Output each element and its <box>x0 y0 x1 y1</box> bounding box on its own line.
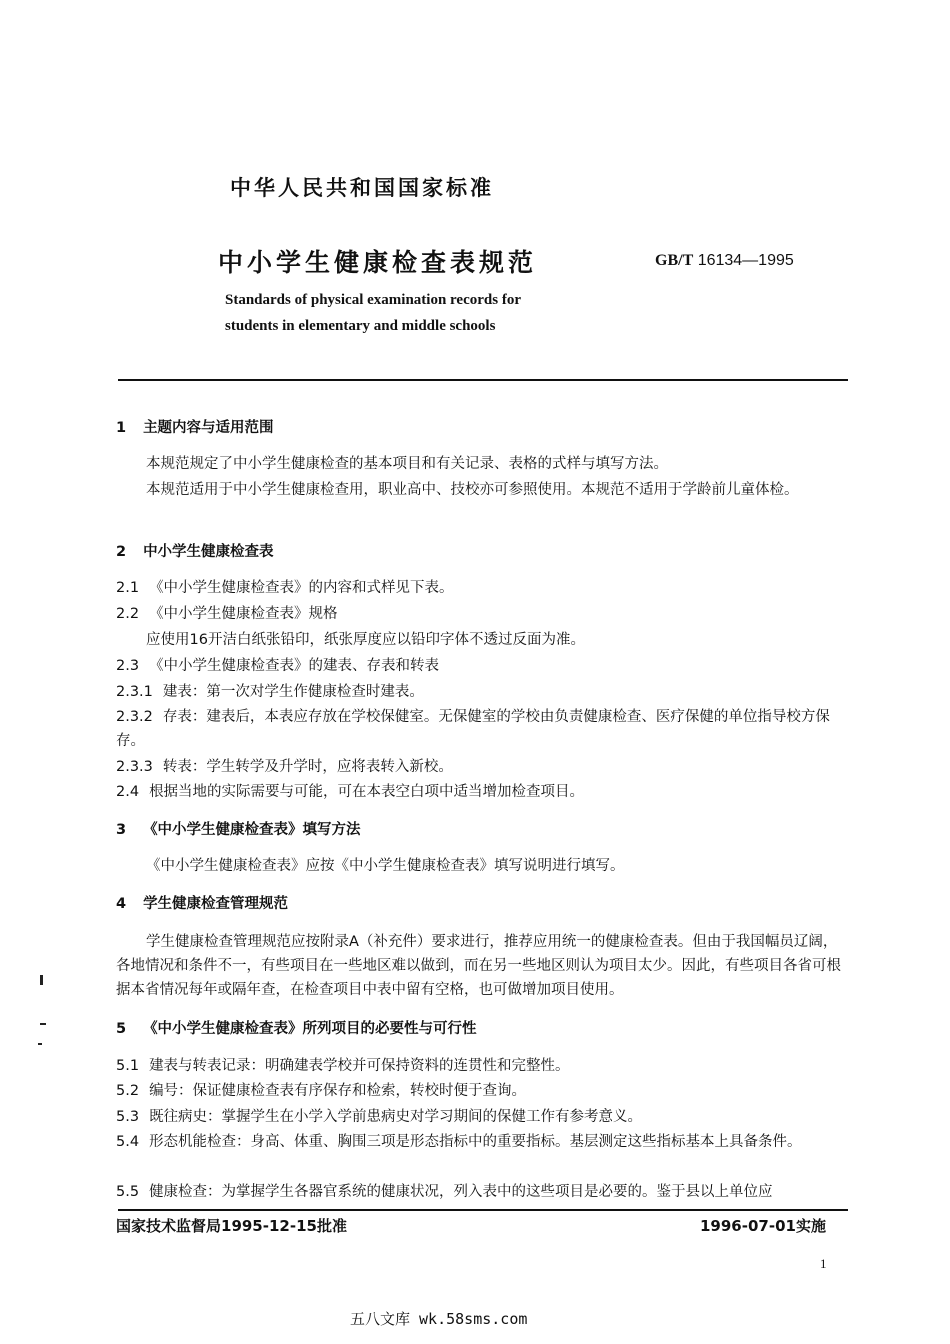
section-number: 4 <box>116 896 127 912</box>
page-number: 1 <box>820 1256 827 1271</box>
section-number: 2 <box>116 544 127 560</box>
approval-date: 国家技术监督局1995-12-15批准 <box>116 1217 347 1235</box>
clause-2-2 <box>116 602 850 626</box>
section-number: 1 <box>116 420 127 436</box>
clause-number: 5.1 <box>116 1058 140 1074</box>
clause-5-2 <box>116 1079 850 1103</box>
clause-text: 存表：建表后，本表应存放在学校保健室。无保健室的学校由负责健康检查、医疗保健的单位指导校方保存。 <box>116 709 830 749</box>
clause-number: 2.2 <box>116 606 140 622</box>
clause-5-3 <box>116 1105 850 1129</box>
header-divider <box>118 379 848 381</box>
english-title-line2: students in elementary and middle schools <box>225 318 496 334</box>
section-2-heading <box>116 540 274 561</box>
section-5-heading <box>116 1017 477 1038</box>
section-3-heading <box>116 818 361 839</box>
standard-code-number: 16134—1995 <box>697 252 794 269</box>
footer-divider <box>118 1209 848 1211</box>
section-number: 5 <box>116 1021 127 1037</box>
clause-number: 5.5 <box>116 1184 140 1200</box>
clause-number: 2.4 <box>116 784 140 800</box>
document-title: 中小学生健康检查表规范 <box>218 248 538 277</box>
clause-2-3 <box>116 654 850 678</box>
clause-2-1 <box>116 576 850 600</box>
clause-2-3-1 <box>116 680 850 704</box>
section-4-heading <box>116 892 288 913</box>
clause-text: 形态机能检查：身高、体重、胸围三项是形态指标中的重要指标。基层测定这些指标基本上具备条件。 <box>149 1134 802 1150</box>
paragraph: 学生健康检查管理规范应按附录A（补充件）要求进行，推荐应用统一的健康检查表。但由于我国幅员辽阔，各地情况和条件不一，有些项目在一些地区难以做到，而在另一些地区则认为项目太少。因此，有些项目各省可根据本省情况每年或隔年查，在检查项目中表中留有空格，也可做增加项目使用。 <box>116 934 841 998</box>
clause-number: 2.3 <box>116 658 140 674</box>
scan-speck <box>38 1043 42 1045</box>
section-title: 《中小学生健康检查表》填写方法 <box>143 822 361 838</box>
section-title: 主题内容与适用范围 <box>143 420 274 436</box>
clause-text: 编号：保证健康检查表有序保存和检索，转校时便于查询。 <box>149 1083 527 1099</box>
clause-2-3-2 <box>116 705 850 753</box>
clause-text: 既往病史：掌握学生在小学入学前患病史对学习期间的保健工作有参考意义。 <box>149 1109 643 1125</box>
paragraph: 本规范适用于中小学生健康检查用，职业高中、技校亦可参照使用。本规范不适用于学龄前儿童体检。 <box>146 482 799 498</box>
scan-speck <box>40 1023 46 1025</box>
clause-number: 5.3 <box>116 1109 140 1125</box>
paragraph: 应使用16开洁白纸张铅印，纸张厚度应以铅印字体不透过反面为准。 <box>146 632 585 648</box>
clause-2-3-3 <box>116 755 850 779</box>
section-title: 中小学生健康检查表 <box>143 544 274 560</box>
section-1-heading <box>116 416 274 437</box>
section-number: 3 <box>116 822 127 838</box>
watermark-text: 五八文库 wk.58sms.com <box>350 1310 528 1328</box>
clause-number: 5.4 <box>116 1134 140 1150</box>
standard-code <box>655 252 794 270</box>
clause-text: 根据当地的实际需要与可能，可在本表空白项中适当增加检查项目。 <box>149 784 585 800</box>
section-title: 《中小学生健康检查表》所列项目的必要性与可行性 <box>143 1021 477 1037</box>
effective-date: 1996-07-01实施 <box>700 1217 826 1235</box>
clause-text: 《中小学生健康检查表》的建表、存表和转表 <box>149 658 440 674</box>
clause-number: 2.1 <box>116 580 140 596</box>
scan-speck <box>40 975 43 985</box>
clause-number: 2.3.1 <box>116 684 153 700</box>
clause-5-4 <box>116 1130 850 1154</box>
clause-5-5 <box>116 1180 850 1204</box>
standard-code-prefix: GB/T <box>655 252 694 269</box>
clause-text: 建表：第一次对学生作健康检查时建表。 <box>162 684 424 700</box>
clause-5-1 <box>116 1054 850 1078</box>
paragraph: 《中小学生健康检查表》应按《中小学生健康检查表》填写说明进行填写。 <box>146 858 625 874</box>
paragraph: 本规范规定了中小学生健康检查的基本项目和有关记录、表格的式样与填写方法。 <box>146 456 668 472</box>
clause-number: 2.3.3 <box>116 759 153 775</box>
clause-text: 转表：学生转学及升学时，应将表转入新校。 <box>162 759 453 775</box>
clause-text: 《中小学生健康检查表》的内容和式样见下表。 <box>149 580 454 596</box>
country-standard-label: 中华人民共和国国家标准 <box>230 176 494 200</box>
section-title: 学生健康检查管理规范 <box>143 896 289 912</box>
clause-2-4 <box>116 780 850 804</box>
clause-number: 5.2 <box>116 1083 140 1099</box>
clause-number: 2.3.2 <box>116 709 153 725</box>
clause-text: 建表与转表记录：明确建表学校并可保持资料的连贯性和完整性。 <box>149 1058 570 1074</box>
clause-text: 《中小学生健康检查表》规格 <box>149 606 338 622</box>
english-title-line1: Standards of physical examination records for <box>225 292 521 308</box>
clause-text: 健康检查：为掌握学生各器官系统的健康状况，列入表中的这些项目是必要的。鉴于县以上单位应 <box>149 1184 773 1200</box>
